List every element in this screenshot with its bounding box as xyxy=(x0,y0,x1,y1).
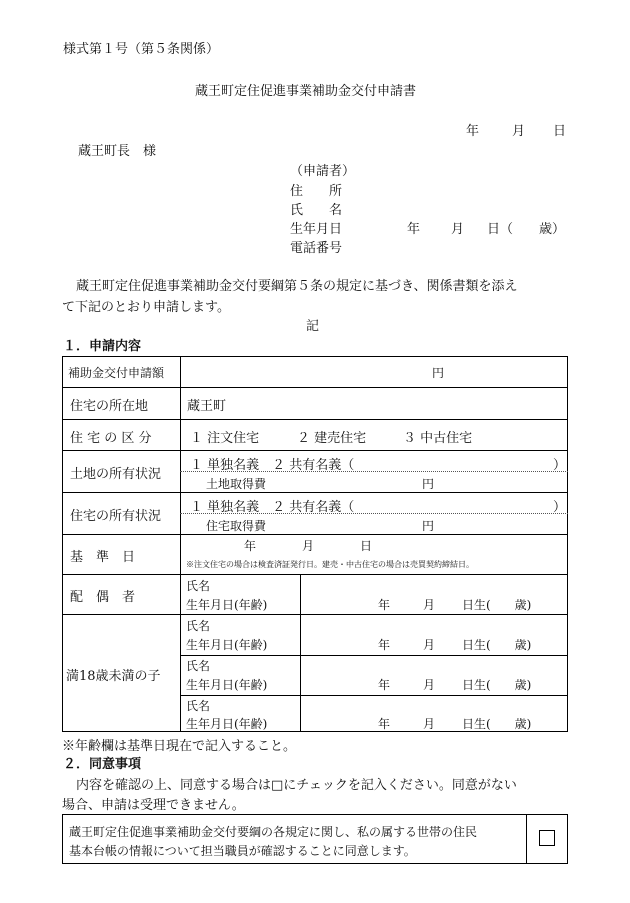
category-option-3[interactable]: ３ 中古住宅 xyxy=(403,431,473,446)
intro-line-1: 蔵王町定住促進事業補助金交付要綱第５条の規定に基づき、関係書類を添え xyxy=(76,279,518,294)
address-label: 住 所 xyxy=(290,184,343,199)
children-label: 満18歳未満の子 xyxy=(66,669,161,684)
spouse-birth-day-age[interactable]: 日生( 歳) xyxy=(462,598,532,612)
location-value[interactable]: 蔵王町 xyxy=(187,399,227,414)
child-2-birth-label: 生年月日(年齢) xyxy=(186,678,268,692)
child-3-birth-label: 生年月日(年齢) xyxy=(186,717,268,731)
child-3-birth-month[interactable]: 月 xyxy=(423,717,436,731)
consent-text-1: 蔵王町定住促進事業補助金交付要綱の各規定に関し、私の属する世帯の住民 xyxy=(69,825,478,839)
consent-instruction-2: 場合、申請は受理できません。 xyxy=(62,798,245,813)
base-date-day[interactable]: 日 xyxy=(360,539,373,553)
category-label: 住 宅 の 区 分 xyxy=(70,431,152,446)
birth-month: 月 xyxy=(451,222,465,237)
house-cost-label: 住宅取得費 xyxy=(206,519,267,533)
section-2-heading: ２．同意事項 xyxy=(63,757,142,772)
child-2-birth-day-age[interactable]: 日生( 歳) xyxy=(462,678,532,692)
child-1-name-label: 氏名 xyxy=(186,619,211,633)
date-day: 日 xyxy=(553,124,567,139)
child-2-birth-month[interactable]: 月 xyxy=(423,678,436,692)
amount-label: 補助金交付申請額 xyxy=(68,366,165,380)
child-3-birth-day-age[interactable]: 日生( 歳) xyxy=(462,717,532,731)
form-number: 様式第１号（第５条関係） xyxy=(63,42,220,57)
base-date-month[interactable]: 月 xyxy=(302,539,315,553)
location-label: 住宅の所在地 xyxy=(70,399,149,414)
house-cost-unit[interactable]: 円 xyxy=(422,519,435,533)
amount-unit[interactable]: 円 xyxy=(432,366,445,380)
house-close-paren: ） xyxy=(553,500,567,515)
child-3-birth-year[interactable]: 年 xyxy=(378,717,391,731)
base-date-note: ※注文住宅の場合は検査済証発行日。建売・中古住宅の場合は売買契約締結日。 xyxy=(186,560,474,569)
land-cost-label: 土地取得費 xyxy=(206,477,267,491)
land-ownership-label: 土地の所有状況 xyxy=(70,467,162,482)
spouse-birth-month[interactable]: 月 xyxy=(423,598,436,612)
spouse-label: 配 偶 者 xyxy=(70,590,136,605)
child-2-birth-year[interactable]: 年 xyxy=(378,678,391,692)
intro-line-2: て下記のとおり申請します。 xyxy=(62,300,230,315)
child-1-birth-label: 生年月日(年齢) xyxy=(186,638,268,652)
category-option-1[interactable]: １ 注文住宅 xyxy=(190,431,260,446)
house-ownership-label: 住宅の所有状況 xyxy=(70,509,162,524)
land-ownership-options[interactable]: １ 単独名義 ２ 共有名義（ xyxy=(190,458,355,473)
date-year: 年 xyxy=(466,124,480,139)
phone-label: 電話番号 xyxy=(290,241,343,256)
child-1-birth-year[interactable]: 年 xyxy=(378,638,391,652)
child-3-name-label: 氏名 xyxy=(186,699,211,713)
base-date-year[interactable]: 年 xyxy=(244,539,257,553)
consent-instruction-1: 内容を確認の上、同意する場合は□にチェックを記入ください。同意がない xyxy=(76,778,517,793)
land-close-paren: ） xyxy=(553,458,567,473)
spouse-name-label: 氏名 xyxy=(186,579,211,593)
birth-day-age: 日（ 歳） xyxy=(487,222,566,237)
child-1-birth-month[interactable]: 月 xyxy=(423,638,436,652)
spouse-birth-year[interactable]: 年 xyxy=(378,598,391,612)
house-ownership-options[interactable]: １ 単独名義 ２ 共有名義（ xyxy=(190,500,355,515)
addressee: 蔵王町長 様 xyxy=(78,144,157,159)
consent-text-2: 基本台帳の情報について担当職員が確認することに同意します。 xyxy=(69,844,416,858)
date-month: 月 xyxy=(512,124,526,139)
section-1-heading: １．申請内容 xyxy=(63,339,142,354)
land-cost-unit[interactable]: 円 xyxy=(422,477,435,491)
child-2-name-label: 氏名 xyxy=(186,659,211,673)
applicant-heading: （申請者） xyxy=(290,164,356,179)
base-date-label: 基 準 日 xyxy=(70,550,136,565)
spouse-birth-label: 生年月日(年齢) xyxy=(186,598,268,612)
age-note: ※年齢欄は基準日現在で記入すること。 xyxy=(62,739,297,754)
ki-label: 記 xyxy=(306,319,320,334)
birth-year: 年 xyxy=(407,222,421,237)
category-option-2[interactable]: ２ 建売住宅 xyxy=(297,431,367,446)
document-title: 蔵王町定住促進事業補助金交付申請書 xyxy=(195,84,417,99)
birthdate-label: 生年月日 xyxy=(290,222,343,237)
child-1-birth-day-age[interactable]: 日生( 歳) xyxy=(462,638,532,652)
consent-checkbox[interactable] xyxy=(539,830,555,846)
name-label: 氏 名 xyxy=(290,203,343,218)
